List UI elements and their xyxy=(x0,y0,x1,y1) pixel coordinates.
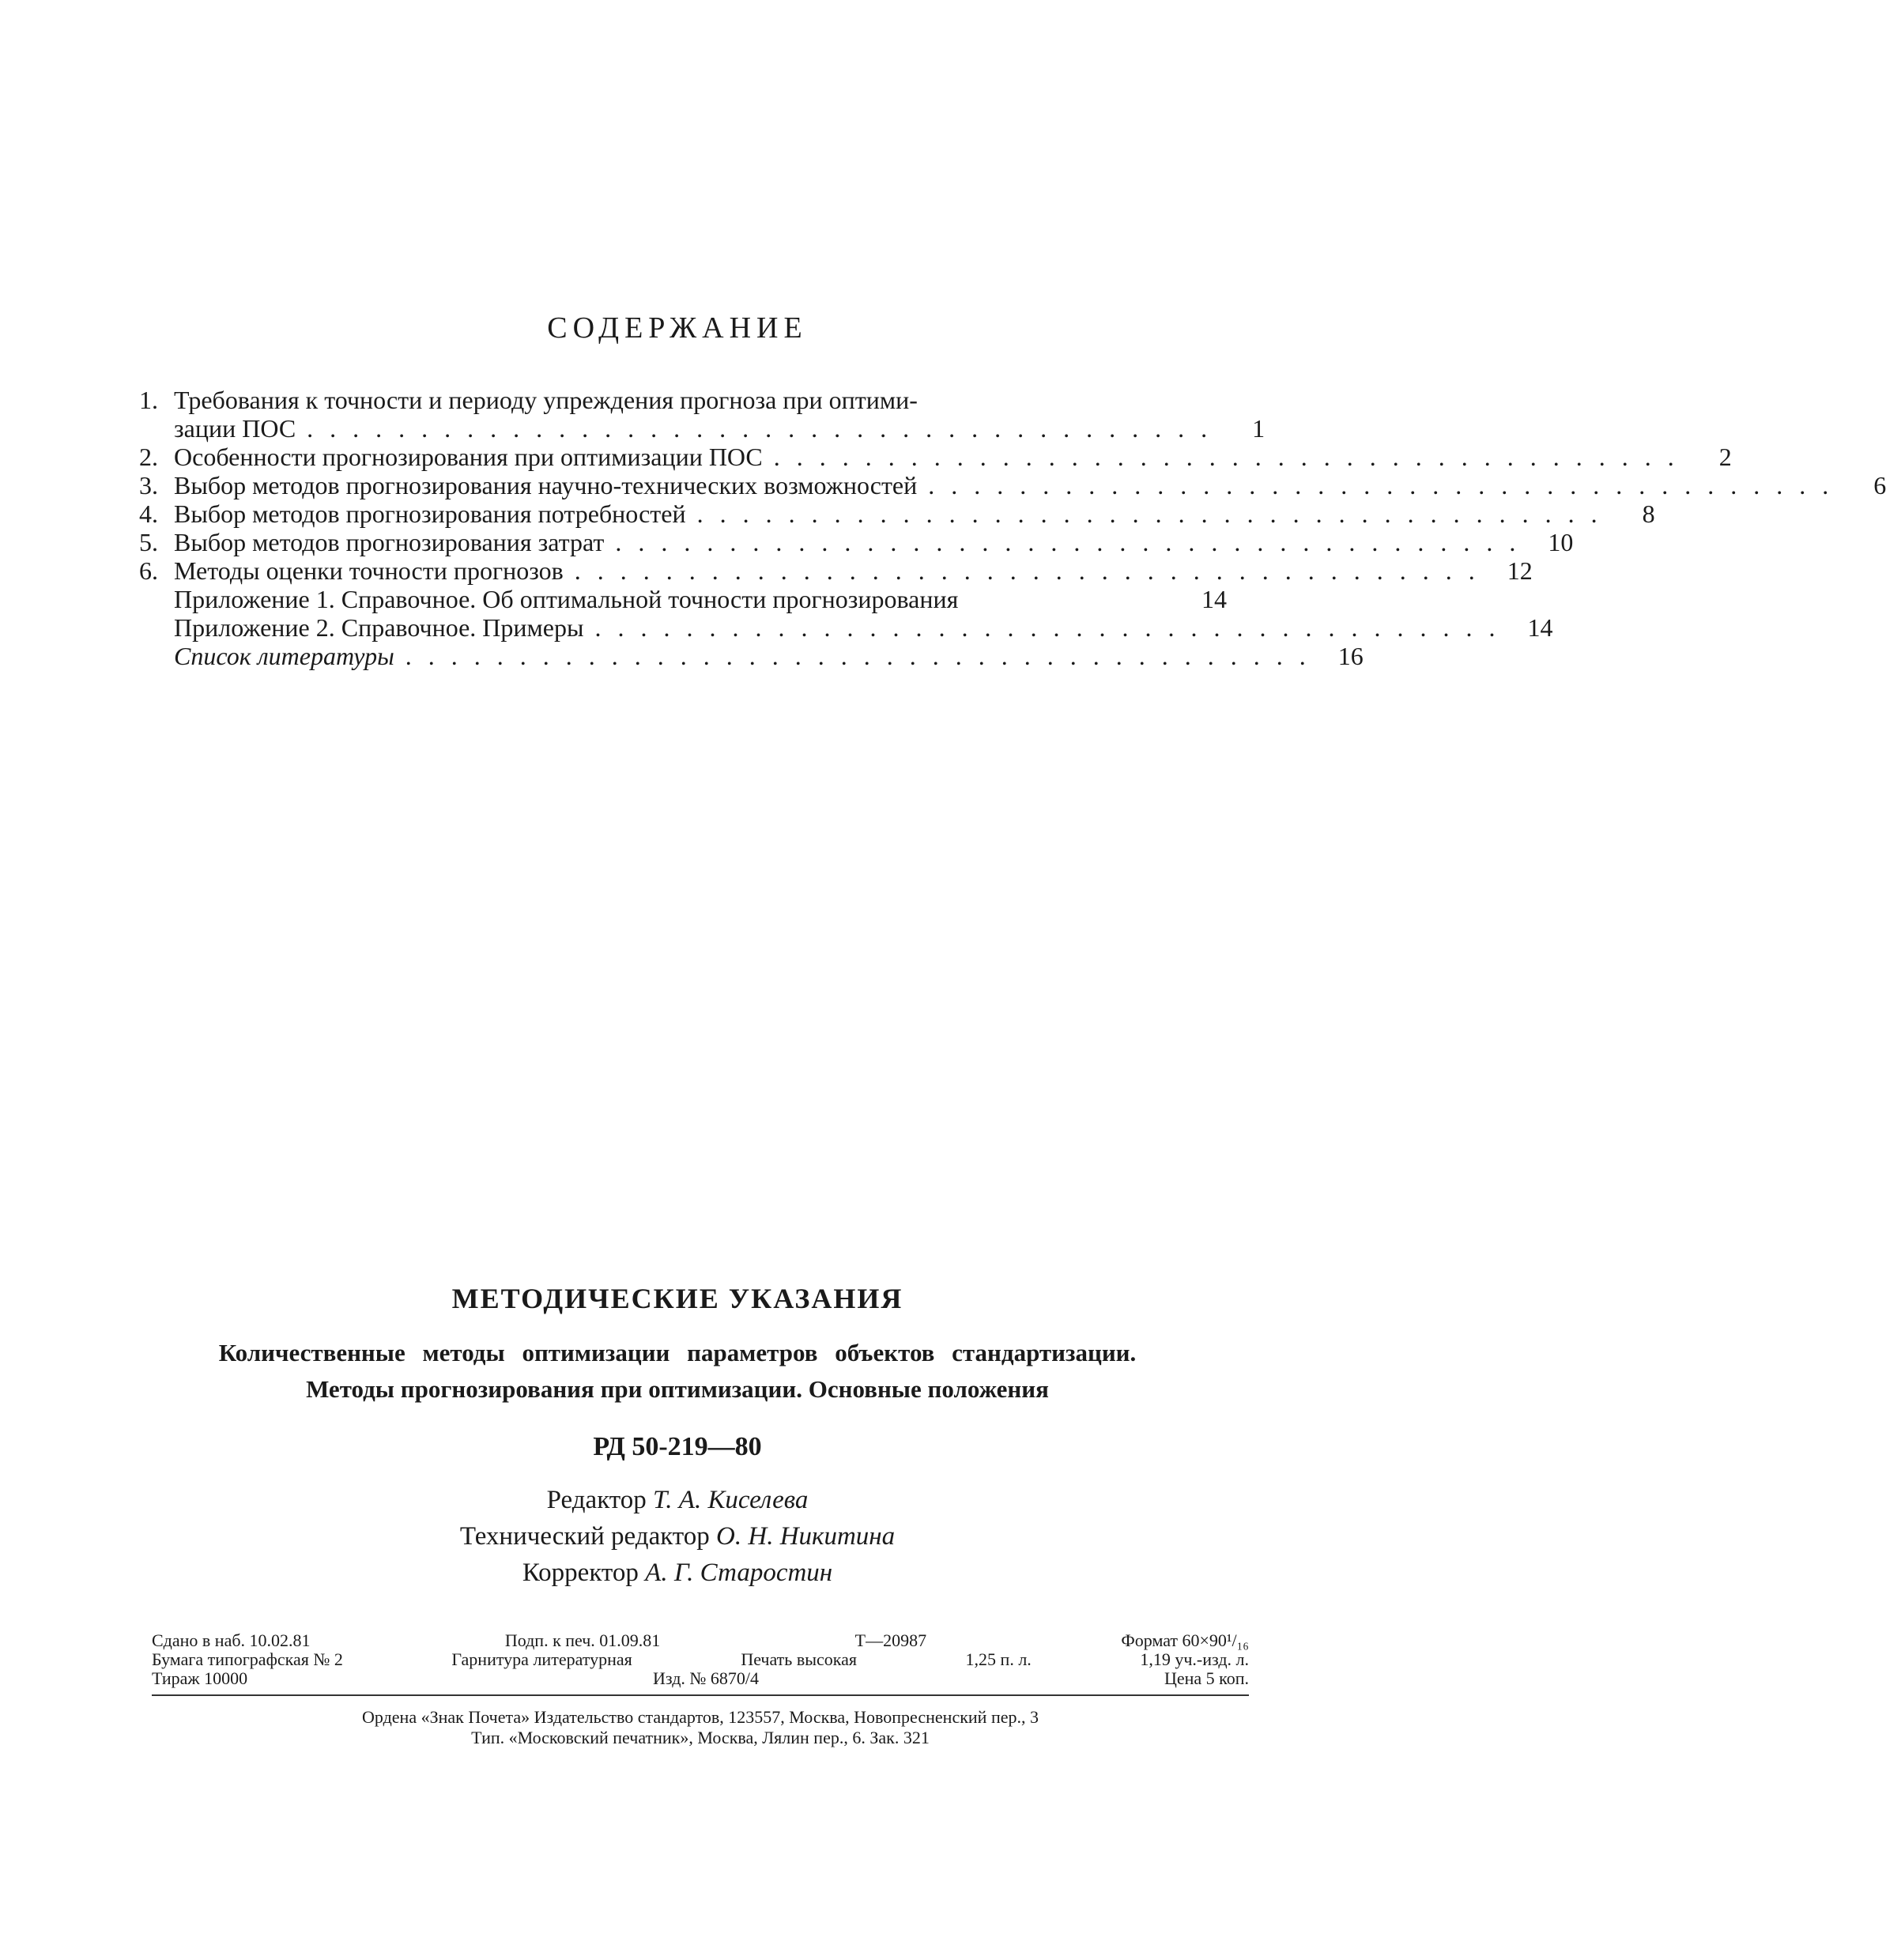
toc-item-number: 1. xyxy=(139,386,158,414)
toc-item-text: Приложение 1. Справочное. Об оптимальной точности прогнозирования xyxy=(174,585,959,613)
table-of-contents xyxy=(139,386,1886,670)
corrector-credit xyxy=(0,1559,1355,1588)
toc-item-page: 14 xyxy=(1527,613,1553,642)
toc-item-text: Список литературы xyxy=(174,642,394,670)
toc-item-number: 2. xyxy=(139,443,158,471)
publication-field: Гарнитура литературная xyxy=(451,1649,632,1669)
toc-item-page: 10 xyxy=(1548,528,1574,556)
toc-item xyxy=(139,613,1553,642)
toc-item-page: 12 xyxy=(1507,556,1533,585)
toc-item xyxy=(139,642,1364,670)
toc-item-page: 1 xyxy=(1252,414,1266,443)
toc-item xyxy=(139,556,1533,585)
toc-item-text: Выбор методов прогнозирования научно-технических возможностей xyxy=(174,471,918,499)
toc-leader-dots: ........................................ xyxy=(615,528,1533,556)
publication-row xyxy=(152,1650,1249,1669)
publication-row xyxy=(152,1631,1249,1650)
publisher-line: Ордена «Знак Почета» Издательство стандартов, 123557, Москва, Новопресненский пер., 3 xyxy=(362,1707,1039,1727)
toc-leader-dots: ........................................ xyxy=(405,642,1322,670)
tech-editor-name: О. Н. Никитина xyxy=(716,1522,896,1551)
corrector-name: А. Г. Старостин xyxy=(645,1559,833,1587)
toc-leader-dots: ........................................ xyxy=(574,556,1492,585)
publication-field: Изд. № 6870/4 xyxy=(653,1668,760,1688)
publication-field: 1,25 п. л. xyxy=(965,1649,1032,1669)
toc-item xyxy=(139,499,1655,528)
toc-item xyxy=(139,414,1266,443)
publication-field: Бумага типографская № 2 xyxy=(152,1649,343,1669)
toc-leader-dots: ........................................ xyxy=(928,471,1846,499)
publication-field: Цена 5 коп. xyxy=(1164,1668,1249,1688)
imprint-title: МЕТОДИЧЕСКИЕ УКАЗАНИЯ xyxy=(451,1283,903,1314)
toc-leader-dots: ........................................ xyxy=(696,499,1614,528)
toc-item xyxy=(139,585,1227,613)
editor-role: Редактор xyxy=(546,1486,647,1514)
toc-title: СОДЕРЖАНИЕ xyxy=(547,311,808,345)
toc-item xyxy=(139,528,1574,556)
publication-field: Формат 60×90¹/₁₆ xyxy=(1121,1630,1249,1650)
toc-leader-dots: ........................................ xyxy=(773,443,1691,471)
tech-editor-credit xyxy=(0,1522,1355,1551)
publication-field: 1,19 уч.-изд. л. xyxy=(1140,1649,1249,1669)
publication-field: Тираж 10000 xyxy=(152,1668,248,1688)
toc-item-page: 6 xyxy=(1873,471,1886,499)
tech-editor-role: Технический редактор xyxy=(459,1522,710,1551)
imprint-subtitle-line1: Количественные методы оптимизации параметров объектов стандартизации. xyxy=(218,1339,1137,1366)
divider-line xyxy=(152,1694,1249,1696)
editor-name: Т. А. Киселева xyxy=(653,1486,809,1514)
toc-item-text: зации ПОС xyxy=(174,414,296,443)
toc-item xyxy=(139,471,1886,499)
editor-credit xyxy=(0,1486,1355,1515)
toc-item-number: 3. xyxy=(139,471,158,499)
toc-leader-dots: ........................................ xyxy=(307,414,1224,443)
toc-item-page: 16 xyxy=(1337,642,1364,670)
publication-field: Сдано в наб. 10.02.81 xyxy=(152,1630,311,1650)
toc-item-page: 14 xyxy=(1201,585,1227,613)
toc-item-text: Особенности прогнозирования при оптимизации ПОС xyxy=(174,443,763,471)
toc-item-text: Методы оценки точности прогнозов xyxy=(174,556,564,585)
publication-field: Подп. к печ. 01.09.81 xyxy=(504,1630,661,1650)
imprint-subtitle-line2: Методы прогнозирования при оптимизации. Основные положения xyxy=(306,1375,1049,1403)
toc-item-number: 4. xyxy=(139,499,158,528)
toc-item-page: 8 xyxy=(1642,499,1655,528)
publication-field: Печать высокая xyxy=(741,1649,857,1669)
toc-leader-dots: ........................................ xyxy=(594,613,1512,642)
publication-details xyxy=(152,1631,1249,1688)
toc-item xyxy=(139,443,1732,471)
toc-item-text: Выбор методов прогнозирования затрат xyxy=(174,528,605,556)
toc-item-text: Приложение 2. Справочное. Примеры xyxy=(174,613,584,642)
toc-item-page: 2 xyxy=(1718,443,1732,471)
publication-field: Т—20987 xyxy=(854,1630,927,1650)
toc-item-text: Требования к точности и периоду упреждения прогноза при оптими- xyxy=(174,386,918,414)
toc-item-number: 5. xyxy=(139,528,158,556)
toc-item xyxy=(139,386,1227,414)
corrector-role: Корректор xyxy=(522,1559,639,1587)
toc-item-number: 6. xyxy=(139,556,158,585)
printer-line: Тип. «Московский печатник», Москва, Лялин пер., 6. Зак. 321 xyxy=(471,1728,930,1747)
publication-row xyxy=(152,1669,1249,1688)
publisher-footer xyxy=(152,1707,1249,1748)
toc-item-text: Выбор методов прогнозирования потребностей xyxy=(174,499,686,528)
document-code: РД 50-219—80 xyxy=(593,1432,762,1461)
